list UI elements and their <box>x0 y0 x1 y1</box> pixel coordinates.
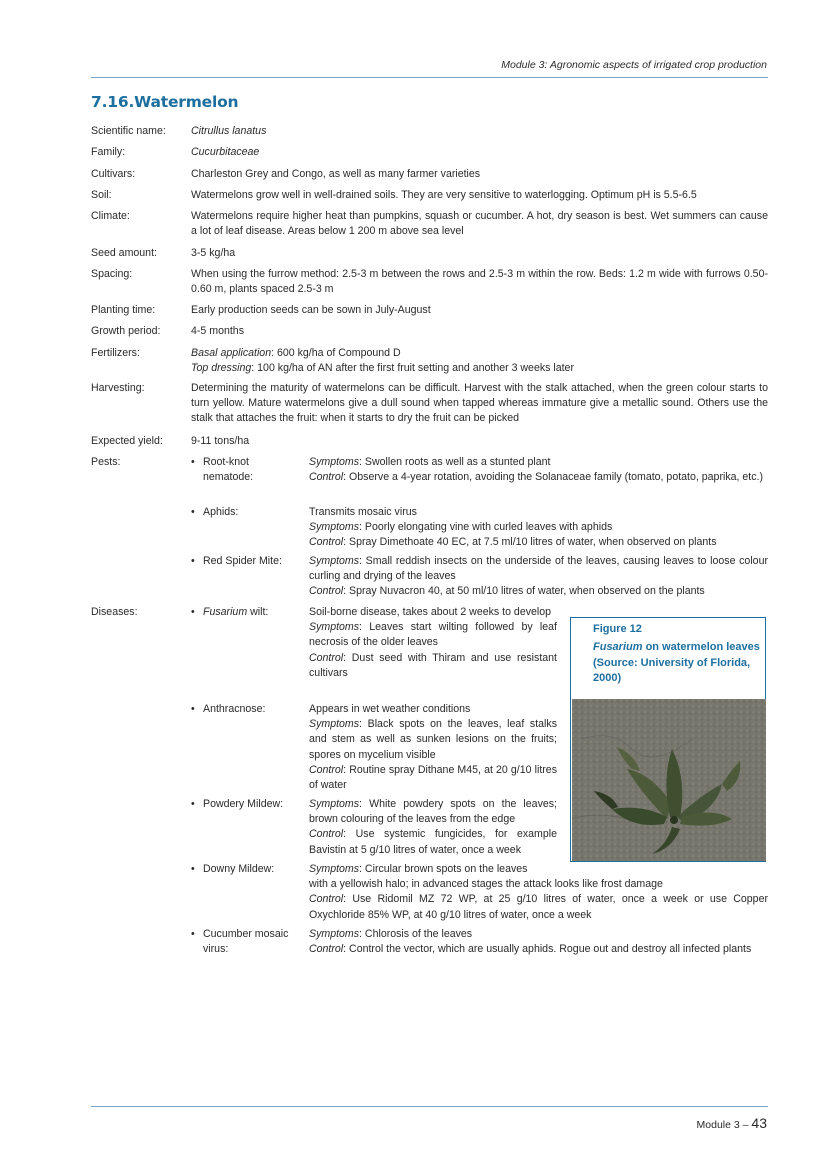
disease-symptoms <box>309 797 557 827</box>
bullet: • <box>191 606 195 618</box>
disease-name <box>203 605 303 620</box>
pest-intro: Transmits mosaic virus <box>309 506 417 518</box>
symptoms-term: Symptoms <box>309 521 360 534</box>
disease-symptoms <box>309 862 768 877</box>
section-title-text: Watermelon <box>134 93 239 111</box>
control-term: Control <box>309 893 344 906</box>
field-label: Expected yield: <box>91 435 163 447</box>
bullet: • <box>191 555 195 567</box>
control-term: Control <box>309 828 344 841</box>
bullet: • <box>191 798 195 810</box>
control-text: : Spray Dimethoate 40 EC, at 7.5 ml/10 litres of water, when observed on plants <box>343 536 717 549</box>
field-value: Early production seeds can be sown in July-August <box>191 304 431 316</box>
disease-intro: Appears in wet weather conditions <box>309 703 471 715</box>
pest-control <box>309 535 768 550</box>
control-term: Control <box>309 536 344 549</box>
field-label: Planting time: <box>91 304 156 316</box>
disease-control <box>309 827 557 857</box>
footer-rule <box>91 1106 768 1107</box>
section-number: 7.16. <box>91 93 135 111</box>
pest-symptoms <box>309 520 768 535</box>
field-value <box>191 346 768 376</box>
control-text: : Observe a 4-year rotation, avoiding the Solanaceae family (tomato, potato, paprika, etc.) <box>343 471 764 484</box>
field-label: Family: <box>91 146 126 158</box>
pest-name: Aphids: <box>203 506 239 518</box>
figure-caption-text: on watermelon leaves (Source: University of Florida, 2000) <box>593 641 760 684</box>
disease-name: Powdery Mildew: <box>203 798 284 810</box>
figure-box <box>570 617 766 862</box>
field-label: Fertilizers: <box>91 347 140 359</box>
disease-control <box>309 763 557 793</box>
control-text: : Use systemic fungicides, for example Bavistin at 5 g/10 litres of water, once a week <box>309 828 557 856</box>
field-value: 9-11 tons/ha <box>191 435 250 447</box>
symptoms-term: Symptoms <box>309 456 360 468</box>
pest-name: Root-knot nematode: <box>203 456 254 484</box>
field-value: Watermelons require higher heat than pumpkins, squash or cucumber. A hot, dry season is best. Wet summers can cause a lot of leaf disease. Areas below 1 200 m above sea level <box>191 210 768 238</box>
field-label: Spacing: <box>91 268 133 280</box>
pest-control <box>309 470 768 485</box>
symptoms-text: : Swollen roots as well as a stunted plant <box>359 456 551 468</box>
symptoms-term: Symptoms <box>309 621 360 634</box>
field-value: Watermelons grow well in well-drained soils. They are very sensitive to waterlogging. Optimum pH is 5.5-6.5 <box>191 189 697 201</box>
symptoms-text: : Leaves start wilting followed by leaf necrosis of the older leaves <box>309 621 557 649</box>
pest-symptoms <box>309 455 768 470</box>
diseases-label: Diseases: <box>91 606 138 618</box>
fertilizer-basal <box>191 346 768 361</box>
field-label: Growth period: <box>91 325 161 337</box>
disease-details <box>309 797 557 858</box>
pest-control <box>309 584 768 599</box>
control-term: Control <box>309 943 344 956</box>
header-rule <box>91 77 768 78</box>
bullet: • <box>191 703 195 715</box>
figure-caption <box>593 640 763 687</box>
symptoms-text: : Circular brown spots on the leaves <box>359 863 528 875</box>
field-value: When using the furrow method: 2.5-3 m between the rows and 2.5-3 m within the row. Beds: 1.2 m wide with furrows 0.50-0.60 m, plants spaced 2.5-3 m <box>191 268 768 296</box>
disease-name-italic: Fusarium <box>203 606 248 618</box>
symptoms-term: Symptoms <box>309 928 360 940</box>
footer-separator: – <box>742 1119 749 1131</box>
disease-details <box>309 605 557 681</box>
fertilizer-top-key: Top dressing <box>191 362 252 375</box>
field-label: Scientific name: <box>91 125 166 137</box>
section-title <box>91 95 238 110</box>
field-value: Cucurbitaceae <box>191 146 260 158</box>
control-text: : Routine spray Dithane M45, at 20 g/10 litres of water <box>309 763 557 792</box>
pest-details <box>309 455 768 485</box>
symptoms-text: : Chlorosis of the leaves <box>359 928 473 940</box>
field-value: Charleston Grey and Congo, as well as many farmer varieties <box>191 168 481 180</box>
pest-details <box>309 505 768 551</box>
control-text: : Spray Nuvacron 40, at 50 ml/10 litres of water, when observed on the plants <box>343 585 705 598</box>
control-text: : Dust seed with Thiram and use resistant cultivars <box>309 651 557 679</box>
bullet: • <box>191 928 195 940</box>
symptoms-text: : Small reddish insects on the underside of the leaves, causing leaves to loose colour curling and drying of the leaves <box>309 555 768 583</box>
field-label: Climate: <box>91 210 130 222</box>
disease-control <box>309 892 768 922</box>
control-term: Control <box>309 763 344 776</box>
disease-name-rest: wilt: <box>247 606 269 618</box>
fertilizer-top-value: : 100 kg/ha of AN after the first fruit setting and another 3 weeks later <box>251 362 574 375</box>
footer-module: Module 3 <box>696 1119 740 1131</box>
disease-details <box>309 927 768 957</box>
disease-symptoms-cont: with a yellowish halo; in advanced stages the attack looks like frost damage <box>309 878 663 891</box>
symptoms-text: : White powdery spots on the leaves; brown colouring of the leaves from the edge <box>309 798 557 826</box>
running-header: Module 3: Agronomic aspects of irrigated crop production <box>501 59 767 71</box>
symptoms-term: Symptoms <box>309 798 360 810</box>
pest-symptoms <box>309 554 768 584</box>
field-label: Seed amount: <box>91 247 157 259</box>
disease-name: Downy Mildew: <box>203 863 275 875</box>
field-value: Determining the maturity of watermelons can be difficult. Harvest with the stalk attached, when the green colour starts to turn yellow. Mature watermelons give a dull sound when tapped whereas immature give a metallic sound. Others use the stalk that attaches the fruit: when it starts to dry the fruit can be picked <box>191 382 768 425</box>
symptoms-text: : Poorly elongating vine with curled leaves with aphids <box>359 521 613 534</box>
wilted-watermelon-plant-photo <box>572 699 766 861</box>
disease-symptoms <box>309 927 768 942</box>
disease-control <box>309 942 768 957</box>
pests-label: Pests: <box>91 456 121 468</box>
symptoms-text: : Black spots on the leaves, leaf stalks and stem as well as sunken lesions on the fruits; spores on mycelium visible <box>309 718 557 761</box>
disease-symptoms <box>309 620 557 650</box>
field-label: Harvesting: <box>91 382 145 394</box>
pest-details <box>309 554 768 600</box>
field-label: Soil: <box>91 189 112 201</box>
pest-name: Red Spider Mite: <box>203 555 282 567</box>
fertilizer-basal-key: Basal application <box>191 347 272 359</box>
disease-details <box>309 702 557 793</box>
control-text: : Control the vector, which are usually aphids. Rogue out and destroy all infected plants <box>343 943 752 956</box>
field-label: Cultivars: <box>91 168 136 180</box>
bullet: • <box>191 506 195 518</box>
fertilizer-basal-value: : 600 kg/ha of Compound D <box>271 347 401 359</box>
bullet: • <box>191 863 195 875</box>
field-value: 3-5 kg/ha <box>191 247 236 259</box>
fertilizer-top <box>191 361 768 376</box>
control-term: Control <box>309 585 344 598</box>
figure-label: Figure 12 <box>593 623 642 635</box>
page-footer <box>600 1116 767 1133</box>
disease-symptoms <box>309 717 557 763</box>
disease-name: Cucumber mosaic virus: <box>203 928 289 956</box>
field-value: Citrullus lanatus <box>191 125 267 137</box>
control-term: Control <box>309 651 344 664</box>
page-number: 43 <box>751 1115 767 1131</box>
disease-details <box>309 862 768 923</box>
control-text: : Use Ridomil MZ 72 WP, at 25 g/10 litres of water, once a week or use Copper Oxychloride 85% WP, at 40 g/10 litres of water, once a week <box>309 893 768 921</box>
symptoms-term: Symptoms <box>309 555 360 567</box>
disease-control <box>309 651 557 681</box>
bullet: • <box>191 456 195 468</box>
disease-intro: Soil-borne disease, takes about 2 weeks to develop <box>309 606 552 618</box>
symptoms-term: Symptoms <box>309 718 360 731</box>
symptoms-term: Symptoms <box>309 863 360 875</box>
disease-name: Anthracnose: <box>203 703 266 715</box>
field-value: 4-5 months <box>191 325 244 337</box>
control-term: Control <box>309 471 344 484</box>
figure-caption-italic: Fusarium <box>593 641 643 653</box>
